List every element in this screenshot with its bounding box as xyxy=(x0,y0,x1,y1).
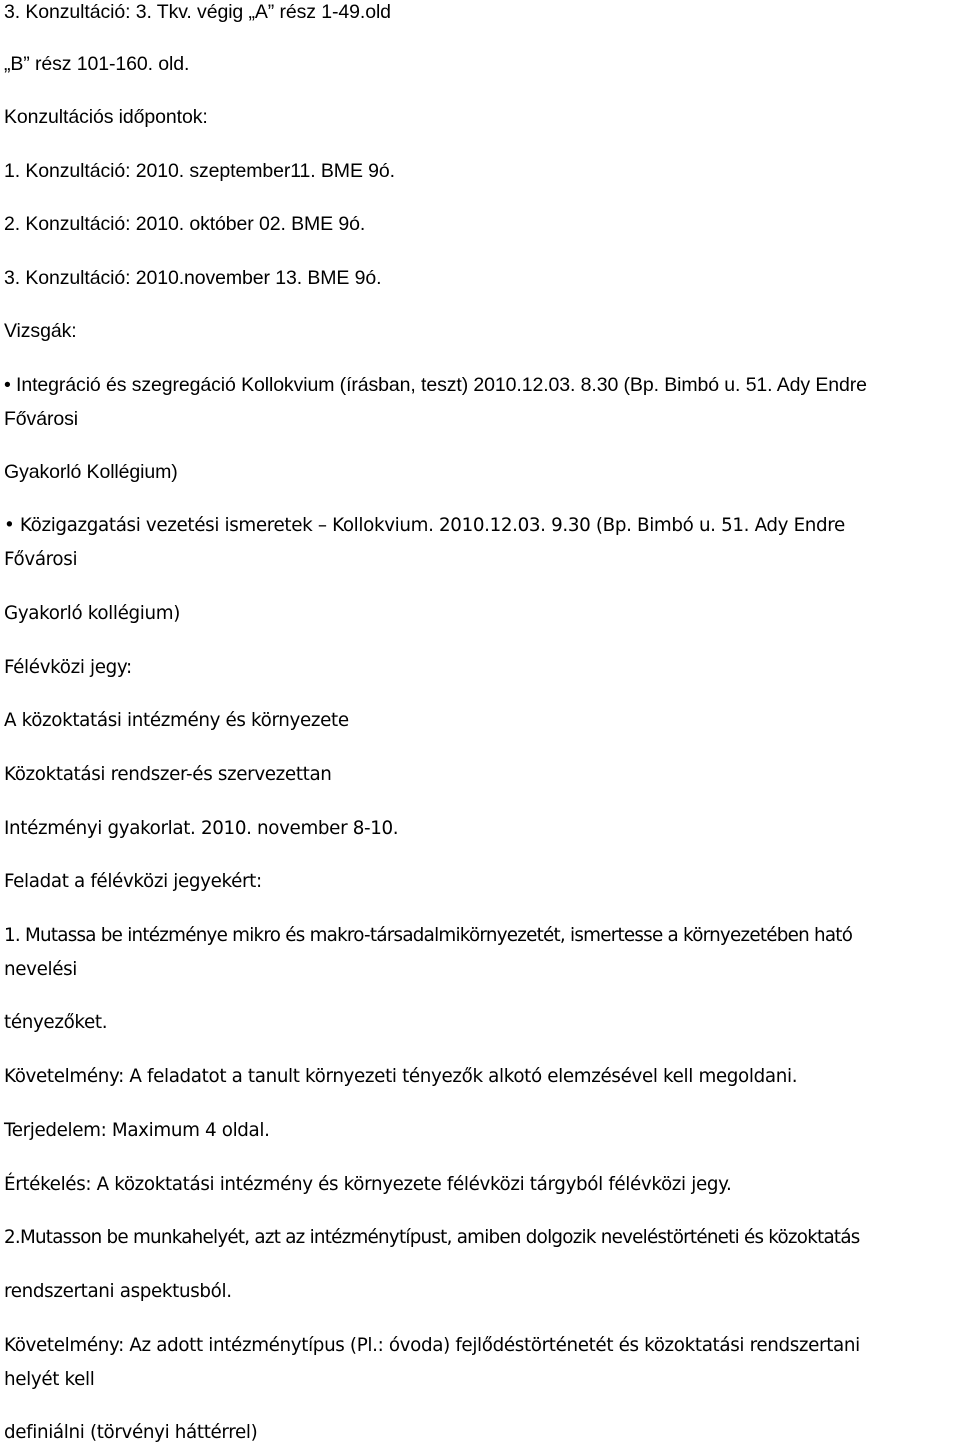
text-line-vizsgak: Vizsgák: xyxy=(4,320,77,342)
text-line-task-1: 1. Mutassa be intézménye mikro és makro-társadalmikörnyezetét, ismertesse a környezetében ható xyxy=(4,925,853,946)
text-line-exam-1: • Integráció és szegregáció Kollokvium (írásban, teszt) 2010.12.03. 8.30 (Bp. Bimbó u. 51. Ady Endre xyxy=(4,374,867,396)
text-line-intezmenyi-gyakorlat: Intézményi gyakorlat. 2010. november 8-10. xyxy=(4,818,399,839)
text-line-feladat: Feladat a félévközi jegyekért: xyxy=(4,871,262,892)
text-line-konzultacio-2: 2. Konzultáció: 2010. október 02. BME 9ó. xyxy=(4,213,366,235)
text-line-konzultacio-3: 3. Konzultáció: 3. Tkv. végig „A” rész 1-49.old xyxy=(4,1,391,23)
text-line-kovetelmeny-1: Követelmény: A feladatot a tanult környezeti tényezők alkotó elemzésével kell megoldani. xyxy=(4,1066,798,1087)
text-line-task-2: 2.Mutasson be munkahelyét, azt az intézménytípust, amiben dolgozik neveléstörténeti és közoktatás xyxy=(4,1227,860,1248)
text-line-subject-1: A közoktatási intézmény és környezete xyxy=(4,710,349,731)
text-line-exam-1-venue: Gyakorló Kollégium) xyxy=(4,461,178,483)
text-line-b-resz: „B” rész 101-160. old. xyxy=(4,53,190,75)
text-line-exam-2-venue: Gyakorló kollégium) xyxy=(4,603,180,624)
text-line-exam-2: • Közigazgatási vezetési ismeretek – Kollokvium. 2010.12.03. 9.30 (Bp. Bimbó u. 51. Ady Endre xyxy=(4,515,845,536)
text-line-konzultacio-1: 1. Konzultáció: 2010. szeptember11. BME 9ó. xyxy=(4,160,395,182)
text-line-exam-2-cont: Fővárosi xyxy=(4,549,78,570)
text-line-felevkozi-jegy: Félévközi jegy: xyxy=(4,657,132,678)
text-line-ertekeles: Értékelés: A közoktatási intézmény és környezete félévközi tárgyból félévközi jegy. xyxy=(4,1174,732,1195)
text-line-definialni: definiálni (törvényi háttérrel) xyxy=(4,1422,258,1443)
text-line-exam-1-cont: Fővárosi xyxy=(4,408,78,430)
text-line-konzultacios-idopontok: Konzultációs időpontok: xyxy=(4,106,208,128)
text-line-kovetelmeny-2: Követelmény: Az adott intézménytípus (Pl.: óvoda) fejlődéstörténetét és közoktatási rendszertani xyxy=(4,1335,860,1356)
text-line-konzultacio-3-date: 3. Konzultáció: 2010.november 13. BME 9ó. xyxy=(4,267,382,289)
text-line-task-1-cont: nevelési xyxy=(4,959,78,980)
text-line-task-1-end: tényezőket. xyxy=(4,1012,108,1033)
text-line-terjedelem: Terjedelem: Maximum 4 oldal. xyxy=(4,1120,270,1141)
text-line-subject-2: Közoktatási rendszer-és szervezettan xyxy=(4,764,332,785)
text-line-task-2-cont: rendszertani aspektusból. xyxy=(4,1281,232,1302)
text-line-kovetelmeny-2-cont: helyét kell xyxy=(4,1369,95,1390)
